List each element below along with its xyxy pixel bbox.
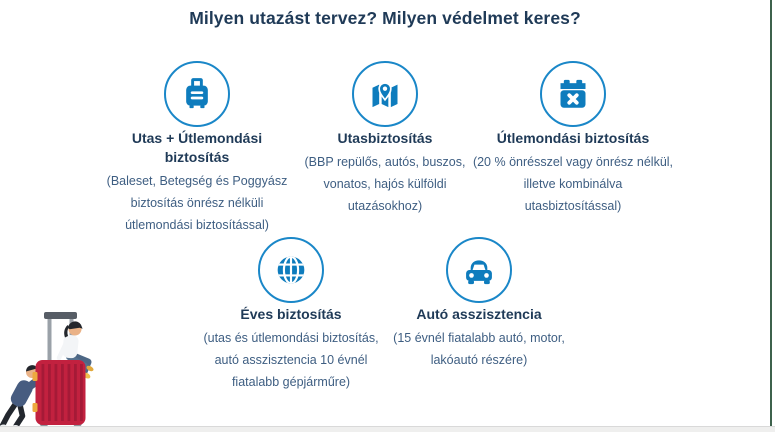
card-eves-biztositas[interactable] bbox=[186, 237, 396, 393]
travelers-suitcase-illustration bbox=[0, 310, 110, 428]
card-description: (BBP repülős, autós, buszos, vonatos, hajós külföldi utazásokhoz) bbox=[304, 155, 466, 213]
card-description: (Baleset, Betegség és Poggyász biztosítás önrész nélküli útlemondási biztosítással) bbox=[106, 174, 288, 232]
bottom-divider bbox=[0, 426, 775, 432]
page-title: Milyen utazást tervez? Milyen védelmet keres? bbox=[189, 8, 581, 28]
map-icon bbox=[352, 61, 418, 127]
card-description: (15 évnél fiatalabb autó, motor, lakóautó részére) bbox=[393, 331, 565, 367]
card-title: Éves biztosítás bbox=[240, 306, 342, 322]
car-icon bbox=[446, 237, 512, 303]
suitcase-icon bbox=[164, 61, 230, 127]
card-utas-plus-utlemondasi[interactable] bbox=[92, 61, 302, 236]
card-utasbiztositas[interactable] bbox=[280, 61, 490, 217]
card-title: Autó asszisztencia bbox=[416, 306, 542, 322]
card-auto-asszisztencia[interactable] bbox=[374, 237, 584, 371]
card-utlemondasi-biztositas[interactable] bbox=[468, 61, 678, 217]
right-edge-divider bbox=[770, 0, 772, 426]
card-description: (20 % önrésszel vagy önrész nélkül, illetve kombinálva utasbiztosítással) bbox=[472, 155, 674, 213]
globe-icon bbox=[258, 237, 324, 303]
card-title: Útlemondási biztosítás bbox=[496, 130, 650, 146]
card-description: (utas és útlemondási biztosítás, autó asszisztencia 10 évnél fiatalabb gépjárműre) bbox=[203, 331, 379, 389]
card-title: Utas + Útlemondási biztosítás bbox=[131, 130, 263, 165]
card-title: Utasbiztosítás bbox=[337, 130, 433, 146]
calendar-x-icon bbox=[540, 61, 606, 127]
